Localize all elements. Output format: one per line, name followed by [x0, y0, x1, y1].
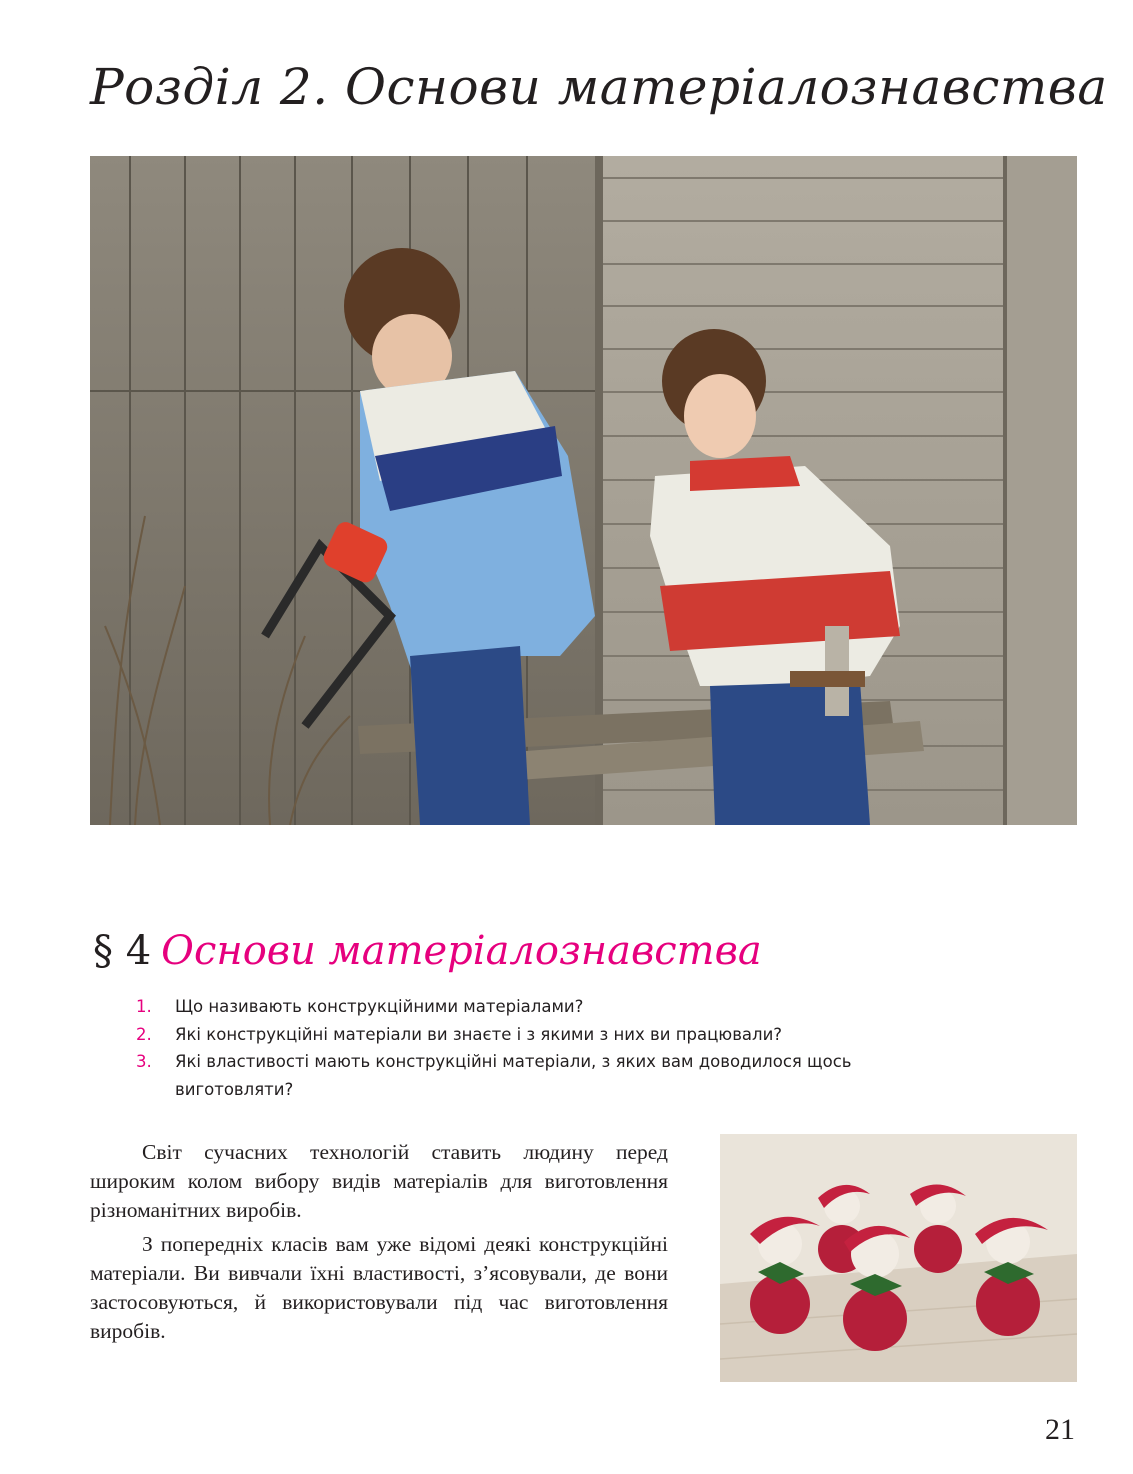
hero-photo: [90, 156, 1077, 825]
question-text: Що називають конструкційними матеріалами?: [175, 997, 584, 1016]
question-item: [136, 1021, 896, 1049]
paragraph: Світ сучасних технологій ставить людину перед широким колом вибору видів матеріалів для виготовлення різноманітних виробів.: [90, 1140, 668, 1223]
section-number: § 4: [93, 928, 152, 974]
side-photo: [720, 1134, 1077, 1382]
chapter-title: Розділ 2. Основи матеріалознавства: [90, 58, 1108, 116]
paragraph: З попередніх класів вам уже відомі деякі конструкційні матеріали. Ви вивчали їхні властивості, з’ясовували, де вони застосовуються, й використовували під час виготовлення виробів.: [90, 1231, 668, 1344]
page-number: 21: [1045, 1413, 1075, 1446]
question-number: 1.: [136, 997, 152, 1016]
felt-flower-dolls-illustration: [720, 1134, 1077, 1382]
body-text: [90, 1138, 668, 1350]
question-number: 2.: [136, 1024, 152, 1044]
question-item: [136, 1048, 896, 1103]
question-item: [136, 993, 896, 1021]
section-heading: [93, 928, 762, 974]
question-text: Які конструкційні матеріали ви знаєте і з якими з них ви працювали?: [175, 1024, 783, 1044]
question-number: 3.: [136, 1052, 152, 1071]
question-text: Які властивості мають конструкційні матеріали, з яких вам доводилося щось виготовляти?: [175, 1052, 852, 1099]
two-boys-woodworking-illustration: [90, 156, 1077, 825]
review-questions: [136, 993, 896, 1103]
section-title: Основи матеріалознавства: [161, 928, 762, 974]
